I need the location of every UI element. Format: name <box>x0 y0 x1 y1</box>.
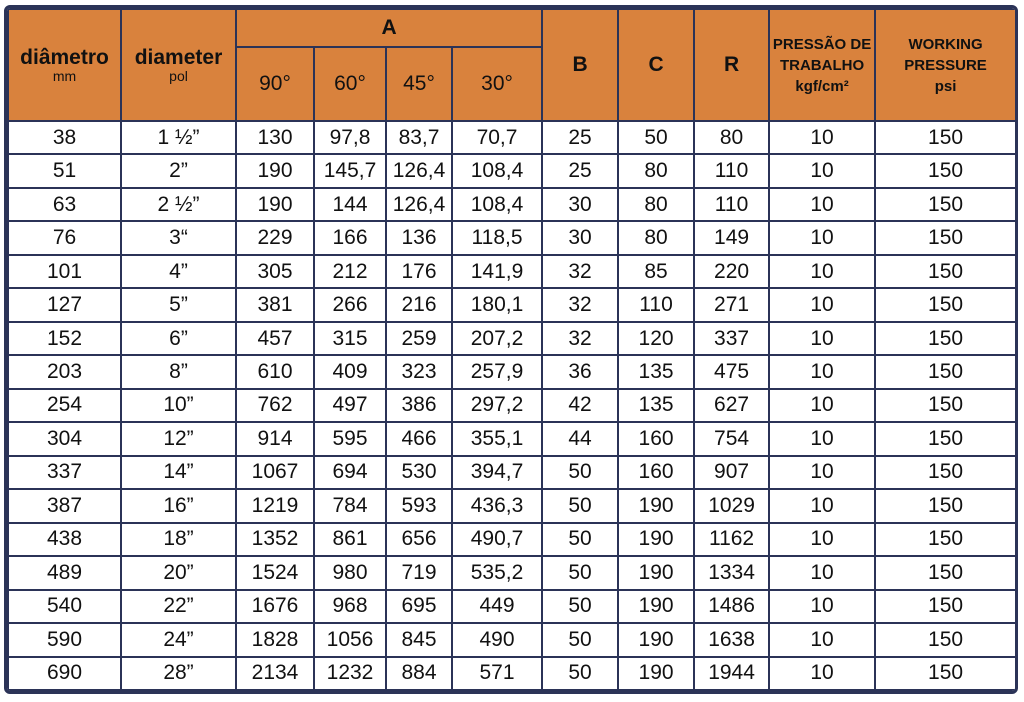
table-cell: 118,5 <box>452 221 542 254</box>
table-cell: 50 <box>542 489 618 522</box>
table-row <box>8 355 1016 388</box>
table-cell: 409 <box>314 355 386 388</box>
table-cell: 42 <box>542 389 618 422</box>
table-cell: 457 <box>236 322 314 355</box>
table-cell: 50 <box>542 623 618 656</box>
table-cell: 85 <box>618 255 694 288</box>
table-cell: 10 <box>769 288 875 321</box>
table-cell: 10 <box>769 489 875 522</box>
table-cell: 18” <box>121 523 236 556</box>
table-cell: 212 <box>314 255 386 288</box>
table-cell: 10” <box>121 389 236 422</box>
table-cell: 719 <box>386 556 452 589</box>
table-cell: 266 <box>314 288 386 321</box>
table-cell: 80 <box>618 188 694 221</box>
table-cell: 968 <box>314 590 386 623</box>
table-cell: 144 <box>314 188 386 221</box>
table-cell: 63 <box>8 188 121 221</box>
table-cell: 436,3 <box>452 489 542 522</box>
table-cell: 126,4 <box>386 154 452 187</box>
table-cell: 610 <box>236 355 314 388</box>
table-cell: 136 <box>386 221 452 254</box>
table-cell: 30 <box>542 221 618 254</box>
table-cell: 4” <box>121 255 236 288</box>
table-cell: 10 <box>769 154 875 187</box>
table-cell: 5” <box>121 288 236 321</box>
header-angle-30: 30° <box>452 47 542 121</box>
header-diametro-label: diâmetro <box>20 46 109 69</box>
table-cell: 150 <box>875 556 1016 589</box>
table-cell: 126,4 <box>386 188 452 221</box>
header-diametro <box>8 9 121 121</box>
table-cell: 150 <box>875 221 1016 254</box>
table-cell: 150 <box>875 623 1016 656</box>
header-working-line2: PRESSURE <box>904 56 987 74</box>
table-cell: 387 <box>8 489 121 522</box>
header-diametro-unit: mm <box>52 68 77 84</box>
table-cell: 229 <box>236 221 314 254</box>
table-cell: 150 <box>875 288 1016 321</box>
table-cell: 166 <box>314 221 386 254</box>
table-cell: 394,7 <box>452 456 542 489</box>
table-cell: 150 <box>875 355 1016 388</box>
table-cell: 190 <box>236 188 314 221</box>
table-cell: 160 <box>618 456 694 489</box>
table-cell: 10 <box>769 221 875 254</box>
table-cell: 190 <box>618 623 694 656</box>
table-cell: 150 <box>875 456 1016 489</box>
table-cell: 907 <box>694 456 769 489</box>
table-cell: 980 <box>314 556 386 589</box>
table-cell: 490 <box>452 623 542 656</box>
table-cell: 1352 <box>236 523 314 556</box>
table-cell: 12” <box>121 422 236 455</box>
table-cell: 50 <box>542 456 618 489</box>
header-pressao-line1: PRESSÃO DE <box>772 35 872 53</box>
table-cell: 44 <box>542 422 618 455</box>
table-cell: 2” <box>121 154 236 187</box>
table-cell: 135 <box>618 355 694 388</box>
table-cell: 150 <box>875 121 1016 154</box>
table-cell: 914 <box>236 422 314 455</box>
table-cell: 32 <box>542 288 618 321</box>
table-cell: 130 <box>236 121 314 154</box>
table-cell: 656 <box>386 523 452 556</box>
header-working <box>875 9 1016 121</box>
specs-table <box>7 8 1017 691</box>
table-cell: 590 <box>8 623 121 656</box>
table-body <box>8 121 1016 690</box>
table-cell: 10 <box>769 456 875 489</box>
table-cell: 20” <box>121 556 236 589</box>
table-cell: 489 <box>8 556 121 589</box>
table-cell: 150 <box>875 489 1016 522</box>
table-cell: 24” <box>121 623 236 656</box>
table-cell: 593 <box>386 489 452 522</box>
table-cell: 694 <box>314 456 386 489</box>
table-cell: 22” <box>121 590 236 623</box>
table-cell: 80 <box>618 221 694 254</box>
table-row <box>8 590 1016 623</box>
table-cell: 259 <box>386 322 452 355</box>
table-cell: 475 <box>694 355 769 388</box>
table-cell: 10 <box>769 623 875 656</box>
table-cell: 150 <box>875 255 1016 288</box>
table-cell: 8” <box>121 355 236 388</box>
table-cell: 595 <box>314 422 386 455</box>
table-cell: 160 <box>618 422 694 455</box>
header-working-unit: psi <box>934 77 957 95</box>
table-cell: 180,1 <box>452 288 542 321</box>
table-cell: 1162 <box>694 523 769 556</box>
table-cell: 540 <box>8 590 121 623</box>
table-cell: 190 <box>236 154 314 187</box>
table-cell: 254 <box>8 389 121 422</box>
header-angle-45: 45° <box>386 47 452 121</box>
table-cell: 2134 <box>236 657 314 691</box>
table-cell: 80 <box>694 121 769 154</box>
table-cell: 1828 <box>236 623 314 656</box>
table-cell: 355,1 <box>452 422 542 455</box>
table-cell: 754 <box>694 422 769 455</box>
table-cell: 1056 <box>314 623 386 656</box>
table-cell: 30 <box>542 188 618 221</box>
table-cell: 1232 <box>314 657 386 691</box>
header-c: C <box>618 9 694 121</box>
table-row <box>8 456 1016 489</box>
table-row <box>8 188 1016 221</box>
table-row <box>8 322 1016 355</box>
table-row <box>8 255 1016 288</box>
table-cell: 438 <box>8 523 121 556</box>
table-cell: 83,7 <box>386 121 452 154</box>
table-cell: 101 <box>8 255 121 288</box>
table-cell: 3“ <box>121 221 236 254</box>
table-cell: 50 <box>542 523 618 556</box>
table-cell: 150 <box>875 322 1016 355</box>
table-cell: 50 <box>618 121 694 154</box>
table-cell: 571 <box>452 657 542 691</box>
table-cell: 1067 <box>236 456 314 489</box>
table-cell: 305 <box>236 255 314 288</box>
table-cell: 1029 <box>694 489 769 522</box>
table-cell: 150 <box>875 154 1016 187</box>
table-row <box>8 556 1016 589</box>
table-cell: 25 <box>542 121 618 154</box>
table-cell: 304 <box>8 422 121 455</box>
table-cell: 80 <box>618 154 694 187</box>
table-cell: 386 <box>386 389 452 422</box>
table-cell: 150 <box>875 523 1016 556</box>
table-cell: 127 <box>8 288 121 321</box>
table-cell: 337 <box>694 322 769 355</box>
table-cell: 190 <box>618 523 694 556</box>
header-a: A <box>236 9 542 47</box>
table-cell: 28” <box>121 657 236 691</box>
table-cell: 14” <box>121 456 236 489</box>
table-cell: 10 <box>769 322 875 355</box>
table-cell: 120 <box>618 322 694 355</box>
specs-table-frame <box>4 5 1018 694</box>
table-row <box>8 288 1016 321</box>
table-row <box>8 523 1016 556</box>
table-cell: 315 <box>314 322 386 355</box>
table-cell: 190 <box>618 489 694 522</box>
table-cell: 10 <box>769 355 875 388</box>
table-cell: 10 <box>769 389 875 422</box>
table-cell: 2 ½” <box>121 188 236 221</box>
table-cell: 497 <box>314 389 386 422</box>
table-cell: 36 <box>542 355 618 388</box>
table-cell: 150 <box>875 657 1016 691</box>
header-r: R <box>694 9 769 121</box>
header-pressao <box>769 9 875 121</box>
table-cell: 207,2 <box>452 322 542 355</box>
table-cell: 152 <box>8 322 121 355</box>
table-cell: 76 <box>8 221 121 254</box>
header-diameter-unit: pol <box>169 68 188 84</box>
table-row <box>8 657 1016 691</box>
table-cell: 216 <box>386 288 452 321</box>
table-cell: 10 <box>769 556 875 589</box>
table-cell: 490,7 <box>452 523 542 556</box>
table-cell: 110 <box>694 188 769 221</box>
table-cell: 1219 <box>236 489 314 522</box>
table-cell: 10 <box>769 121 875 154</box>
table-cell: 150 <box>875 590 1016 623</box>
table-cell: 97,8 <box>314 121 386 154</box>
table-cell: 190 <box>618 657 694 691</box>
header-b: B <box>542 9 618 121</box>
table-cell: 108,4 <box>452 154 542 187</box>
table-cell: 50 <box>542 590 618 623</box>
table-row <box>8 489 1016 522</box>
table-cell: 16” <box>121 489 236 522</box>
table-cell: 297,2 <box>452 389 542 422</box>
table-cell: 530 <box>386 456 452 489</box>
table-cell: 10 <box>769 255 875 288</box>
table-cell: 10 <box>769 523 875 556</box>
table-cell: 108,4 <box>452 188 542 221</box>
table-cell: 1524 <box>236 556 314 589</box>
table-cell: 145,7 <box>314 154 386 187</box>
table-cell: 690 <box>8 657 121 691</box>
table-cell: 1334 <box>694 556 769 589</box>
header-pressao-line2: TRABALHO <box>779 56 865 74</box>
table-cell: 149 <box>694 221 769 254</box>
table-cell: 150 <box>875 422 1016 455</box>
table-cell: 1638 <box>694 623 769 656</box>
table-cell: 110 <box>618 288 694 321</box>
table-cell: 762 <box>236 389 314 422</box>
table-cell: 6” <box>121 322 236 355</box>
table-cell: 337 <box>8 456 121 489</box>
table-cell: 449 <box>452 590 542 623</box>
table-cell: 150 <box>875 389 1016 422</box>
table-cell: 150 <box>875 188 1016 221</box>
table-cell: 381 <box>236 288 314 321</box>
table-cell: 51 <box>8 154 121 187</box>
table-cell: 884 <box>386 657 452 691</box>
table-cell: 466 <box>386 422 452 455</box>
header-working-line1: WORKING <box>908 35 983 53</box>
table-cell: 110 <box>694 154 769 187</box>
table-row <box>8 221 1016 254</box>
table-cell: 845 <box>386 623 452 656</box>
table-row <box>8 422 1016 455</box>
table-cell: 1 ½” <box>121 121 236 154</box>
table-cell: 535,2 <box>452 556 542 589</box>
table-row <box>8 121 1016 154</box>
table-cell: 257,9 <box>452 355 542 388</box>
table-row <box>8 623 1016 656</box>
table-cell: 10 <box>769 657 875 691</box>
table-cell: 1676 <box>236 590 314 623</box>
header-pressao-unit: kgf/cm² <box>795 77 849 95</box>
table-cell: 190 <box>618 590 694 623</box>
table-cell: 1944 <box>694 657 769 691</box>
table-cell: 38 <box>8 121 121 154</box>
table-row <box>8 154 1016 187</box>
table-cell: 10 <box>769 422 875 455</box>
table-cell: 784 <box>314 489 386 522</box>
table-cell: 203 <box>8 355 121 388</box>
table-cell: 10 <box>769 590 875 623</box>
table-cell: 176 <box>386 255 452 288</box>
header-diameter <box>121 9 236 121</box>
table-cell: 32 <box>542 255 618 288</box>
table-cell: 271 <box>694 288 769 321</box>
table-cell: 141,9 <box>452 255 542 288</box>
table-cell: 190 <box>618 556 694 589</box>
table-cell: 695 <box>386 590 452 623</box>
table-cell: 10 <box>769 188 875 221</box>
table-row <box>8 389 1016 422</box>
table-cell: 220 <box>694 255 769 288</box>
table-cell: 50 <box>542 556 618 589</box>
table-cell: 627 <box>694 389 769 422</box>
table-cell: 70,7 <box>452 121 542 154</box>
table-cell: 323 <box>386 355 452 388</box>
table-cell: 1486 <box>694 590 769 623</box>
header-angle-60: 60° <box>314 47 386 121</box>
table-cell: 50 <box>542 657 618 691</box>
table-cell: 32 <box>542 322 618 355</box>
table-cell: 861 <box>314 523 386 556</box>
header-angle-90: 90° <box>236 47 314 121</box>
header-diameter-label: diameter <box>134 46 223 69</box>
table-cell: 135 <box>618 389 694 422</box>
table-cell: 25 <box>542 154 618 187</box>
